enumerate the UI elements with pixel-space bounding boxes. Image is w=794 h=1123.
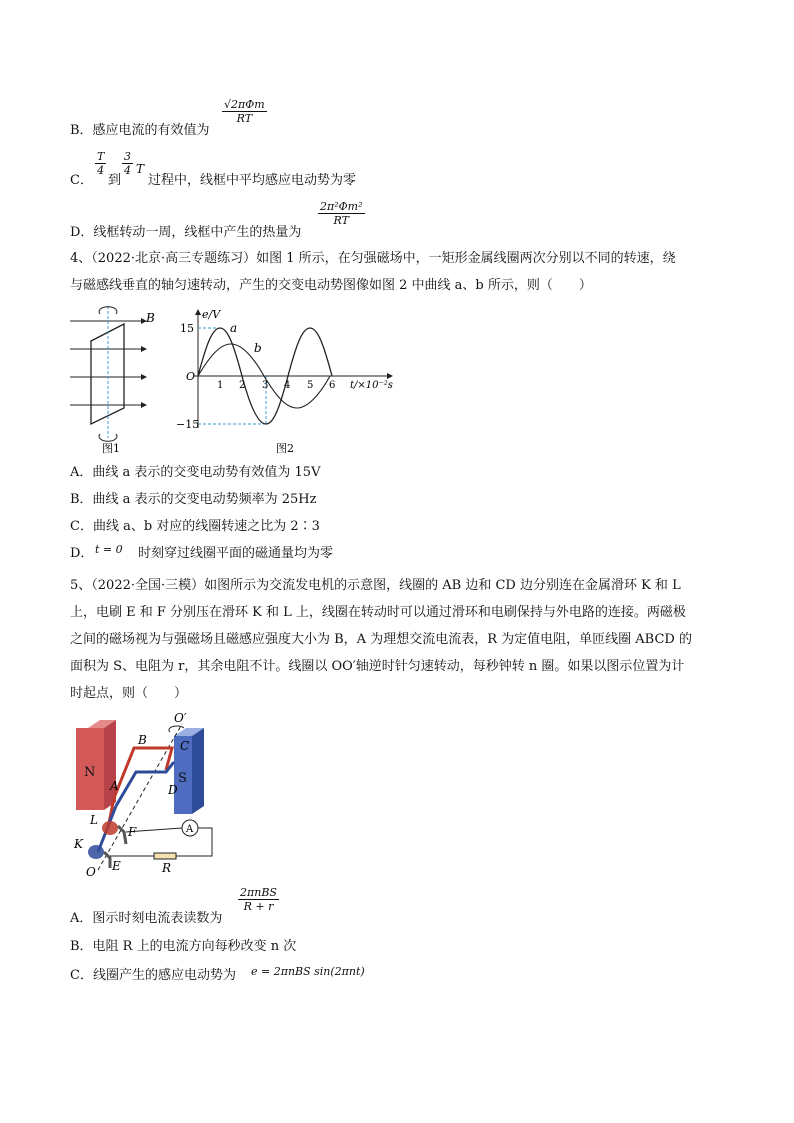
q5-option-c: C．线圈产生的感应电动势为 <box>70 968 236 983</box>
label-B: B <box>138 733 147 747</box>
label-A: A <box>110 779 119 793</box>
q3-option-b: B．感应电流的有效值为 <box>70 123 210 138</box>
q5-stem-line4: 面积为 S、电阻为 r，其余电阻不计。线圈以 OO′轴逆时针匀速转动，每秒钟转 n 圈。如果以图示位置为计 <box>70 659 685 674</box>
slip-ring-K <box>88 845 104 859</box>
label-O-prime: O′ <box>174 711 187 725</box>
q3-option-d: D．线框转动一周，线框中产生的热量为 <box>70 225 302 240</box>
q3-option-c-text: 过程中，线框中平均感应电动势为零 <box>148 173 357 188</box>
x-axis-label: t/×10⁻²s <box>350 380 393 391</box>
q3-optD-fraction <box>318 200 365 227</box>
x-tick-1: 1 <box>217 380 224 391</box>
q3-optB-numerator: √2πΦm <box>224 98 265 111</box>
fig1-caption: 图1 <box>102 442 120 455</box>
label-C: C <box>180 739 190 753</box>
pole-S-label: S <box>178 771 187 786</box>
label-K: K <box>74 837 83 851</box>
x-tick-3: 3 <box>262 380 269 391</box>
q4-option-c: C．曲线 a、b 对应的线圈转速之比为 2∶3 <box>70 519 320 534</box>
q4-option-d-prefix: D． <box>70 546 94 561</box>
label-F: F <box>128 825 137 839</box>
q3-optB-fraction <box>222 98 267 125</box>
resistor <box>154 853 176 859</box>
x-tick-6: 6 <box>329 380 336 391</box>
y-tick-15: 15 <box>180 322 194 335</box>
q3-optC-f2-den: 4 <box>124 164 131 177</box>
q4-option-a: A．曲线 a 表示的交变电动势有效值为 15V <box>70 465 321 480</box>
q3-optC-f1-num: T <box>97 150 105 163</box>
q4-figure-1 <box>66 306 176 458</box>
q5-optA-den: R + r <box>243 900 274 913</box>
label-E: E <box>112 859 121 873</box>
q5-option-a: A．图示时刻电流表读数为 <box>70 911 223 926</box>
q5-generator-figure <box>70 710 230 880</box>
q5-stem-line1: 5、（2022·全国·三模）如图所示为交流发电机的示意图，线圈的 AB 边和 CD 边分别连在金属滑环 K 和 L <box>70 578 681 593</box>
slip-ring-L <box>102 821 118 835</box>
q4-stem-line2: 与磁感线垂直的轴匀速转动，产生的交变电动势图像如图 2 中曲线 a、b 所示，则（ ） <box>70 278 592 293</box>
q5-stem-line2: 上，电刷 E 和 F 分别压在滑环 K 和 L 上，线圈在转动时可以通过滑环和电刷保持与外电路的连接。两磁极 <box>70 605 686 620</box>
y-tick-neg15: −15 <box>176 418 200 431</box>
x-tick-5: 5 <box>307 380 314 391</box>
q3-optC-fraction-1 <box>95 150 106 177</box>
q3-option-c-to: 到 <box>108 173 122 188</box>
curve-a-label: a <box>230 321 238 335</box>
label-O: O <box>86 865 96 879</box>
q5-optA-fraction <box>238 886 279 913</box>
q4-option-b: B．曲线 a 表示的交变电动势频率为 25Hz <box>70 492 317 507</box>
q3-optB-denominator: RT <box>236 112 253 125</box>
q3-optC-f1-den: 4 <box>97 164 105 177</box>
q4-figure-2 <box>176 306 400 458</box>
q3-option-c-T: T <box>136 162 145 176</box>
origin-label: O <box>186 370 196 383</box>
x-tick-2: 2 <box>239 380 246 391</box>
label-R: R <box>162 861 172 875</box>
q3-optD-den: RT <box>333 214 349 227</box>
field-label-B: B <box>146 311 155 325</box>
q5-optA-num: 2πnBS <box>240 886 277 899</box>
fig2-caption: 图2 <box>276 442 294 455</box>
q3-optC-f2-num: 3 <box>124 150 131 163</box>
label-L: L <box>90 813 98 827</box>
q4-option-d-expr: t = 0 <box>95 543 123 556</box>
q3-optD-num: 2π²Φm² <box>320 200 363 213</box>
ammeter-label: A <box>186 824 194 835</box>
q3-option-c-prefix: C． <box>70 173 93 188</box>
q5-option-b: B．电阻 R 上的电流方向每秒改变 n 次 <box>70 939 297 954</box>
y-axis-label: e/V <box>202 308 221 321</box>
q5-stem-line3: 之间的磁场视为与强磁场且磁感应强度大小为 B，A 为理想交流电流表，R 为定值电阻，单匝线圈 ABCD 的 <box>70 632 692 647</box>
q5-option-c-expr: e = 2πnBS sin(2πnt) <box>251 965 365 978</box>
label-D: D <box>168 783 178 797</box>
pole-N-label: N <box>84 765 96 780</box>
q3-optC-fraction-2 <box>122 150 133 177</box>
curve-b-label: b <box>254 341 262 355</box>
q4-stem-line1: 4、（2022·北京·高三专题练习）如图 1 所示，在匀强磁场中，一矩形金属线圈两次分别以不同的转速，绕 <box>70 251 676 266</box>
q4-option-d: 时刻穿过线圈平面的磁通量均为零 <box>138 546 334 561</box>
q5-stem-line5: 时起点，则（ ） <box>70 686 188 701</box>
x-tick-4: 4 <box>284 380 291 391</box>
